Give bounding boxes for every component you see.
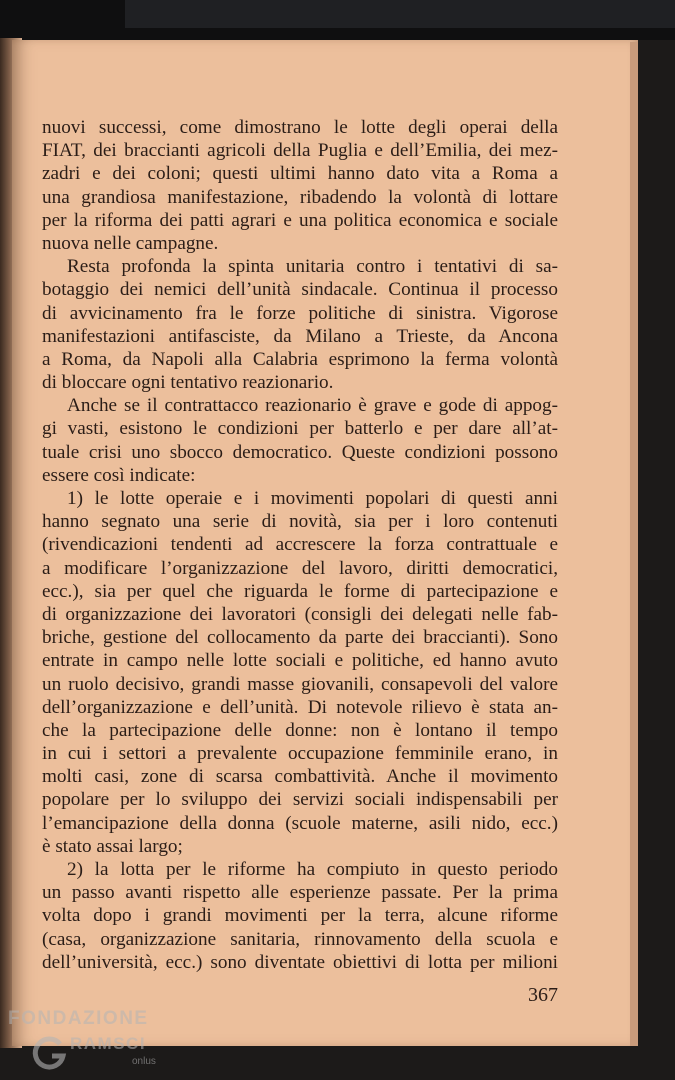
watermark-line-onlus: onlus bbox=[132, 1056, 156, 1067]
text-line: manifestazioni antifasciste, da Milano a Trieste, da Ancona bbox=[42, 325, 558, 347]
text-line: (casa, organizzazione sanitaria, rinnovamento della scuola e bbox=[42, 928, 558, 950]
text-line: zadri e dei coloni; questi ultimi hanno dato vita a Roma a bbox=[42, 163, 558, 185]
text-line: per la riforma dei patti agrari e una politica economica e sociale bbox=[42, 209, 558, 231]
watermark-line-fondazione: FONDAZIONE bbox=[8, 1008, 149, 1029]
text-line: dell’università, ecc.) sono diventate obiettivi di lotta per milioni bbox=[42, 951, 558, 973]
text-line: Anche se il contrattacco reazionario è grave e gode di appog- bbox=[67, 395, 558, 417]
watermark bbox=[4, 1006, 174, 1076]
text-line: 1) le lotte operaie e i movimenti popolari di questi anni bbox=[67, 488, 558, 509]
text-line: gi vasti, esistono le condizioni per batterlo e per dare all’at- bbox=[42, 418, 558, 440]
text-line: popolare per lo sviluppo dei servizi sociali indispensabili per bbox=[42, 789, 558, 811]
text-line: è stato assai largo; bbox=[42, 835, 183, 857]
text-line: che la partecipazione delle donne: non è lontano il tempo bbox=[42, 719, 558, 741]
text-line: botaggio dei nemici dell’unità sindacale. Continua il processo bbox=[42, 279, 558, 301]
text-line: una grandiosa manifestazione, ribadendo la volontà di lottare bbox=[42, 186, 558, 208]
text-line: (rivendicazioni tendenti ad accrescere la forza contrattuale e bbox=[42, 534, 558, 556]
text-line: a Roma, da Napoli alla Calabria esprimono la ferma volontà bbox=[42, 348, 558, 370]
text-line: molti casi, zone di scarsa combattività. Anche il movimento bbox=[42, 766, 558, 788]
text-line: ecc.), sia per quel che riguarda le forme di partecipazione e bbox=[42, 580, 558, 602]
text-line: Resta profonda la spinta unitaria contro i tentativi di sa- bbox=[67, 256, 558, 278]
text-line: un ruolo decisivo, grandi masse giovanili, consapevoli del valore bbox=[42, 673, 558, 695]
text-line: volta dopo i grandi movimenti per la terra, alcune riforme bbox=[42, 905, 558, 927]
text-line: a modificare l’organizzazione del lavoro, diritti democratici, bbox=[42, 557, 558, 579]
text-line: l’emancipazione della donna (scuole materne, asili nido, ecc.) bbox=[42, 812, 558, 834]
text-line: hanno segnato una serie di novità, sia per i loro contenuti bbox=[42, 511, 558, 533]
text-line: di bloccare ogni tentativo reazionario. bbox=[42, 372, 334, 394]
text-line: dell’organizzazione e dell’unità. Di notevole rilievo è stata an- bbox=[42, 696, 558, 718]
text-line: entrate in campo nelle lotte sociali e politiche, ed hanno avuto bbox=[42, 650, 558, 672]
text-line: FIAT, dei braccianti agricoli della Puglia e dell’Emilia, dei mez- bbox=[42, 140, 558, 162]
text-line: un passo avanti rispetto alle esperienze passate. Per la prima bbox=[42, 882, 558, 904]
text-line: 2) la lotta per le riforme ha compiuto in questo periodo bbox=[67, 859, 558, 880]
text-line: di organizzazione dei lavoratori (consigli dei delegati nelle fab- bbox=[42, 603, 558, 625]
text-line: in cui i settori a prevalente occupazione femminile erano, in bbox=[42, 743, 558, 765]
page-right-edge bbox=[630, 42, 638, 1046]
text-line: nuovi successi, come dimostrano le lotte degli operai della bbox=[42, 117, 558, 138]
page-number: 367 bbox=[528, 984, 558, 1006]
top-grey-block bbox=[125, 0, 675, 28]
text-line: nuova nelle campagne. bbox=[42, 232, 219, 254]
page-body-text bbox=[42, 116, 558, 974]
text-line: tuale crisi uno sbocco democratico. Queste condizioni possono bbox=[42, 441, 558, 463]
watermark-line-gramsci: RAMSCI bbox=[70, 1034, 147, 1053]
gramsci-g-logo-icon bbox=[30, 1032, 70, 1072]
text-line: essere così indicate: bbox=[42, 464, 196, 486]
text-line: di avvicinamento fra le forze politiche di sinistra. Vigorose bbox=[42, 302, 558, 324]
text-line: briche, gestione del collocamento da parte dei braccianti). Sono bbox=[42, 627, 558, 649]
